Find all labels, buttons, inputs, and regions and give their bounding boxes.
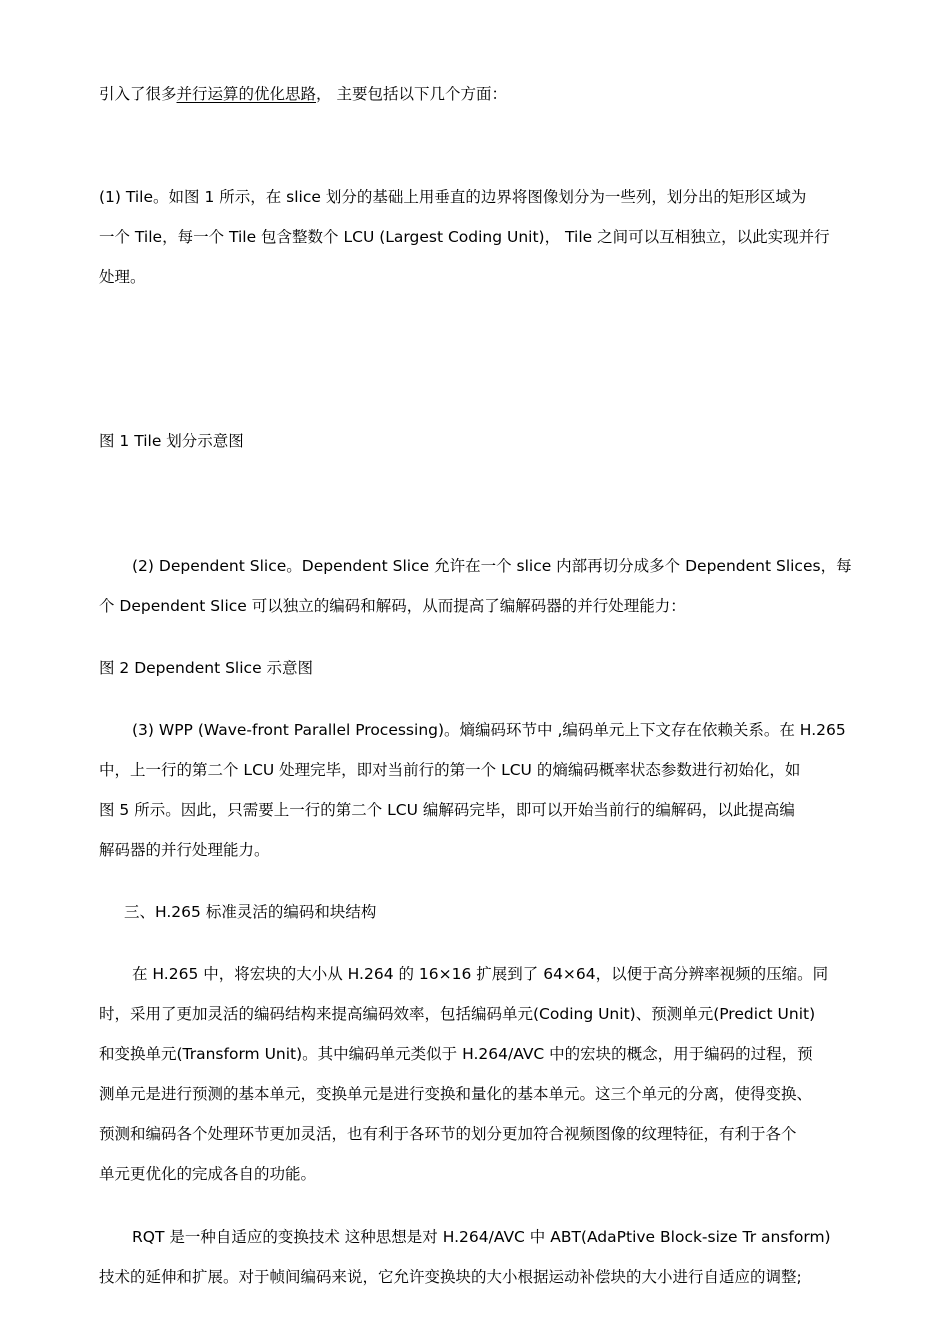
- wpp-line-3: 图 5 所示。因此，只需要上一行的第二个 LCU 编解码完毕，即可以开始当前行的编解码，以此提高编: [99, 801, 795, 819]
- intro-line: [99, 84, 859, 104]
- section-3-p2-line-2: 技术的延伸和扩展。对于帧间编码来说，它允许变换块的大小根据运动补偿块的大小进行自适应的调整;: [99, 1268, 802, 1286]
- dependent-slice-line-1: (2) Dependent Slice。Dependent Slice 允许在一个 slice 内部再切分成多个 Dependent Slices，每: [132, 557, 852, 575]
- section-3-p1-line-2: 时，采用了更加灵活的编码结构来提高编码效率，包括编码单元(Coding Unit)、预测单元(Predict Unit): [99, 1005, 816, 1023]
- wpp-line-1: (3) WPP (Wave-front Parallel Processing)。熵编码环节中 ,编码单元上下文存在依赖关系。在 H.265: [132, 721, 846, 739]
- section-3-p1-line-1: 在 H.265 中，将宏块的大小从 H.264 的 16×16 扩展到了 64×64，以便于高分辨率视频的压缩。同: [132, 965, 829, 983]
- tile-paragraph-line-2: 一个 Tile，每一个 Tile 包含整数个 LCU (Largest Coding Unit)， Tile 之间可以互相独立，以此实现并行: [99, 228, 830, 246]
- intro-text-before: 引入了很多: [99, 85, 177, 103]
- figure-2-caption: 图 2 Dependent Slice 示意图: [99, 659, 314, 677]
- intro-underlined-link-text: 并行运算的优化思路: [176, 85, 317, 103]
- section-3-p2-line-1: RQT 是一种自适应的变换技术 这种思想是对 H.264/AVC 中 ABT(AdaPtive Block-size Tr ansform): [132, 1228, 831, 1246]
- intro-text-after: ， 主要包括以下几个方面：: [316, 85, 507, 103]
- wpp-line-4: 解码器的并行处理能力。: [99, 841, 270, 859]
- section-3-heading: 三、H.265 标准灵活的编码和块结构: [124, 903, 377, 921]
- section-3-p1-line-6: 单元更优化的完成各自的功能。: [99, 1165, 317, 1183]
- tile-paragraph-line-1: (1) Tile。如图 1 所示，在 slice 划分的基础上用垂直的边界将图像划分为一些列，划分出的矩形区域为: [99, 188, 807, 206]
- figure-1-caption: 图 1 Tile 划分示意图: [99, 432, 244, 450]
- section-3-p1-line-4: 测单元是进行预测的基本单元，变换单元是进行变换和量化的基本单元。这三个单元的分离，使得变换、: [99, 1085, 813, 1103]
- section-3-p1-line-5: 预测和编码各个处理环节更加灵活，也有利于各环节的划分更加符合视频图像的纹理特征，有利于各个: [99, 1125, 797, 1143]
- section-3-p1-line-3: 和变换单元(Transform Unit)。其中编码单元类似于 H.264/AVC 中的宏块的概念，用于编码的过程，预: [99, 1045, 813, 1063]
- dependent-slice-line-2: 个 Dependent Slice 可以独立的编码和解码，从而提高了编解码器的并行处理能力：: [99, 597, 686, 615]
- wpp-line-2: 中，上一行的第二个 LCU 处理完毕，即对当前行的第一个 LCU 的熵编码概率状态参数进行初始化，如: [99, 761, 801, 779]
- tile-paragraph-line-3: 处理。: [99, 268, 146, 286]
